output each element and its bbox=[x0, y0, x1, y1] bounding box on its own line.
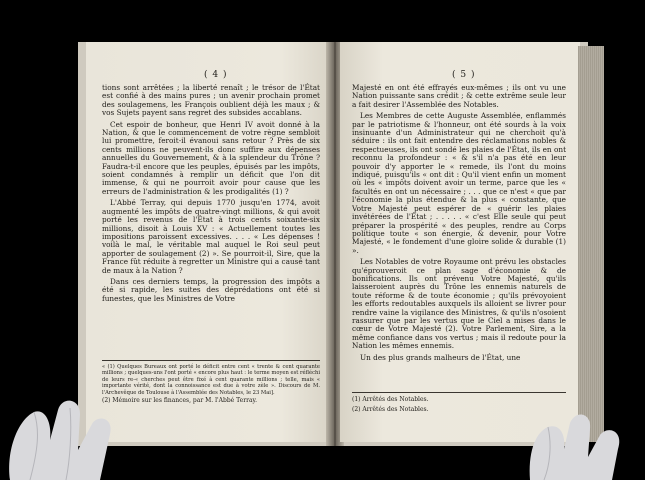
open-book bbox=[78, 42, 588, 446]
left-glove-icon bbox=[0, 390, 160, 480]
paragraph: Dans ces derniers temps, la progression des impôts a été si rapide, les suites des déprédations ont été si funestes, que les Ministres de Votre bbox=[102, 276, 320, 303]
page-edges bbox=[578, 46, 604, 442]
paragraph: Cet espoir de bonheur, que Henri IV avoit donné à la Nation, & que le commencement de votre règne sembloit lui promettre, feroit-il évanoui sans retour ? Près de six cents millions ne peuvent-ils donc suffire aux dépenses annuelles du Gouvernement, & à la splendeur du Trône ? Faudra-t-il encore que les peuples, épuisés par les impôts, soient condamnés à remplir un déficit que l'on dit immense, & qui ne pourroit avoir pour cause que les erreurs de l'administration & les prodigalités (1) ? bbox=[102, 119, 320, 196]
paragraph: Majesté en ont été effrayés eux-mêmes ; ils ont vu une Nation puissante sans crédit ; & cette extrême seule leur a fait desirer l'Assemblée des Notables. bbox=[352, 83, 566, 109]
page-number-left: ( 4 ) bbox=[204, 70, 228, 80]
paragraph: tions sont arrêtées ; la liberté renaît ; le trésor de l'État est confié à des mains pures ; un avenir prochain promet des soulagemens, les François oublient déjà les maux ; & vos Sujets payent sans regret des subsides accablans. bbox=[102, 83, 320, 118]
paragraph: Les Membres de cette Auguste Assemblée, enflammés par le patriotisme & l'honneur, ont été sourds à la voix insinuante d'un Administrateur qui ne cherchoit qu'à séduire : ils ont fait entendre des réclamations nobles & respectueuses, ils ont sondé les plaies de l'État, ils en ont reconnu la profondeur : « & s'il n'a pas été en leur pouvoir d'y apporter le « remede, ils l'ont du moins indiqué, puisqu'ils « ont dit : Qu'il vient enfin un moment où les « impôts doivent avoir un terme, parce que les « facultés en ont un nécessaire ; . . . que ce n'est « que par l'économie la plus étendue & la plus « constante, que Votre Majesté peut espérer de « guérir les plaies invétérées de l'État ; . . . . . « c'est Elle seule qui peut préparer la prospérité « des peuples, rendre au Corps politique toute « son énergie, & devenir, pour Votre Majesté, « le fondement d'une gloire solide & durable (1) ». bbox=[352, 111, 566, 255]
footnote: (2) Arrêtés des Notables. bbox=[352, 405, 429, 413]
footnote: (1) Arrêtés des Notables. bbox=[352, 396, 429, 403]
footnote-rule bbox=[102, 360, 320, 361]
footnote: « (1) Quelques Bureaux ont porté le déficit entre cent « trente & cent quarante millions ; quelques-uns l'ont porté « encore plus haut : le terme moyen est réfléchi de leurs re-« cherches peut être fixé à cent quarante millions ; telle, mais « importante vérité, dont la connoissance est due à votre zèle ». Discours de M. l'Archevêque de Toulouse à l'Assemblée des Notables, le 23 Mai]. bbox=[102, 364, 320, 396]
left-page-body bbox=[102, 84, 320, 356]
paragraph: L'Abbé Terray, qui depuis 1770 jusqu'en 1774, avoit augmenté les impôts de quatre-vingt millions, & qui avoit porté les revenus de l'État à trois cents soixante-six millions, disoit à Louis XV : « Actuellement toutes les impositions paroissent excessives. . . . « Les dépenses ! voilà le mal, le véritable mal auquel le Roi seul peut apporter de soulagement (2) ». Se pourroit-il, Sire, que la France fût réduite à regretter un Ministre qui a causé tant de maux à la Nation ? bbox=[102, 198, 320, 275]
right-glove-icon bbox=[520, 405, 645, 480]
right-page bbox=[340, 42, 580, 442]
left-page bbox=[86, 42, 330, 442]
page-number-right: ( 5 ) bbox=[452, 70, 476, 80]
paragraph: Un des plus grands malheurs de l'État, une bbox=[360, 352, 521, 362]
paragraph: Les Notables de votre Royaume ont prévu les obstacles qu'éprouveroit ce plan sage d'économie & de bonifications. Ils ont prévenu Votre Majesté, qu'ils laisseroient auprès du Trône les ennemis naturels de toute réforme & de toute économie ; qu'ils prévoyoient les efforts redoutables auxquels ils alloient se livrer pour rendre vaine la vigilance des Ministres, & qu'ils n'osoient rassurer que par les vertus que le Ciel a mises dans le cœur de Votre Majesté (2). Votre Parlement, Sire, a la même confiance dans vos vertus ; mais il redoute pour la Nation les mêmes ennemis. bbox=[352, 257, 566, 351]
right-page-body bbox=[352, 84, 566, 388]
footnote-rule bbox=[352, 392, 566, 393]
footnote: (2) Mémoire sur les finances, par M. l'Abbé Terray. bbox=[102, 397, 258, 405]
